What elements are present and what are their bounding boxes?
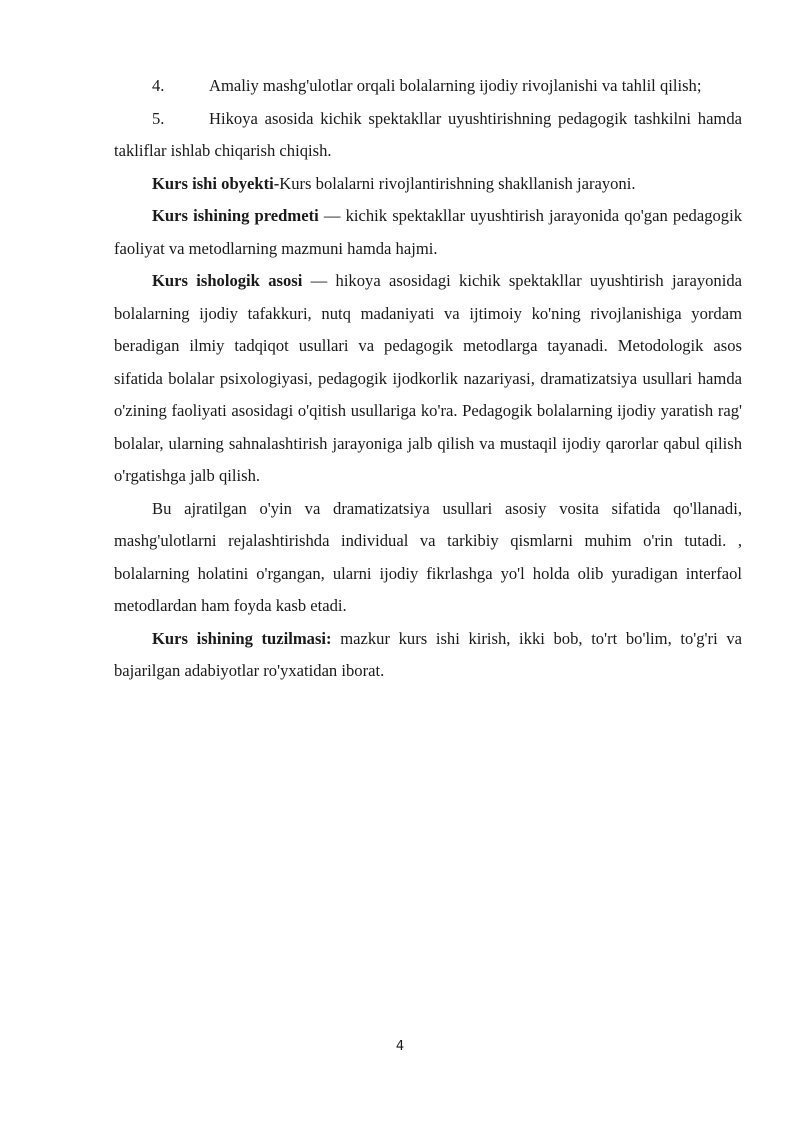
paragraph-structure: [114, 623, 742, 688]
paragraph-text: — hikoya asosidagi kichik spektakllar uyushtirish jarayonida bolalarning ijodiy tafakkuri, nutq madaniyati va ijtimoiy ko'ning rivojlanishiga yordam beradigan ilmiy tadqiqot usullari va pedagogik metodlarga tayanadi. Metodologik asos sifatida bolalar psixologiyasi, pedagogik ijodkorlik nazariyasi, dramatizatsiya usullari hamda o'zining faoliyati asosidagi o'qitish usullariga ko'ra. Pedagogik bolalarning ijodiy yaratish rag' bolalar, ularning sahnalashtirish jarayoniga jalb qilish va mustaqil ijodiy qarorlar qabul qilish o'rgatishga jalb qilish.: [114, 271, 742, 485]
list-item-number: 4.: [152, 76, 165, 95]
paragraph-subject: [114, 200, 742, 265]
paragraph-label: Kurs ishining tuzilmasi:: [152, 628, 332, 648]
paragraph-methods: [114, 493, 742, 623]
list-item: [114, 70, 742, 103]
paragraph-text: Kurs bolalarni rivojlantirishning shakllanish jarayoni.: [279, 173, 636, 193]
paragraph-text: — kichik spektakllar uyushtirish jarayonida qo'gan pedagogik faoliyat va metodlarning mazmuni hamda hajmi.: [114, 206, 742, 258]
list-item: [114, 103, 742, 168]
list-item-text: Amaliy mashg'ulotlar orqali bolalarning ijodiy rivojlanishi va tahlil qilish;: [209, 76, 702, 95]
list-item-text: Hikoya asosida kichik spektakllar uyushtirishning pedagogik tashkilni hamda takliflar ishlab chiqarish chiqish.: [114, 108, 742, 160]
page-body: [114, 70, 742, 688]
paragraph-object: [114, 168, 742, 201]
paragraph-label: Kurs ishologik asosi: [152, 271, 303, 290]
paragraph-text: mazkur kurs ishi kirish, ikki bob, to'rt bo'lim, to'g'ri va bajarilgan adabiyotlar ro'yxatidan iborat.: [114, 628, 742, 680]
paragraph-label: Kurs ishi obyekti-: [152, 173, 280, 193]
paragraph-label: Kurs ishining predmeti: [152, 206, 319, 225]
page-number: 4: [395, 1039, 405, 1054]
paragraph-methodology: [114, 265, 742, 493]
paragraph-text: Bu ajratilgan o'yin va dramatizatsiya usullari asosiy vosita sifatida qo'llanadi, mashg'ulotlarni rejalashtirishda individual va tarkibiy qismlarni muhim o'rin tutadi. , bolalarning holatini o'rgangan, ularni ijodiy fikrlashga yo'l holda olib yuradigan interfaol metodlardan ham foyda kasb etadi.: [114, 498, 742, 615]
list-item-number: 5.: [152, 108, 165, 128]
